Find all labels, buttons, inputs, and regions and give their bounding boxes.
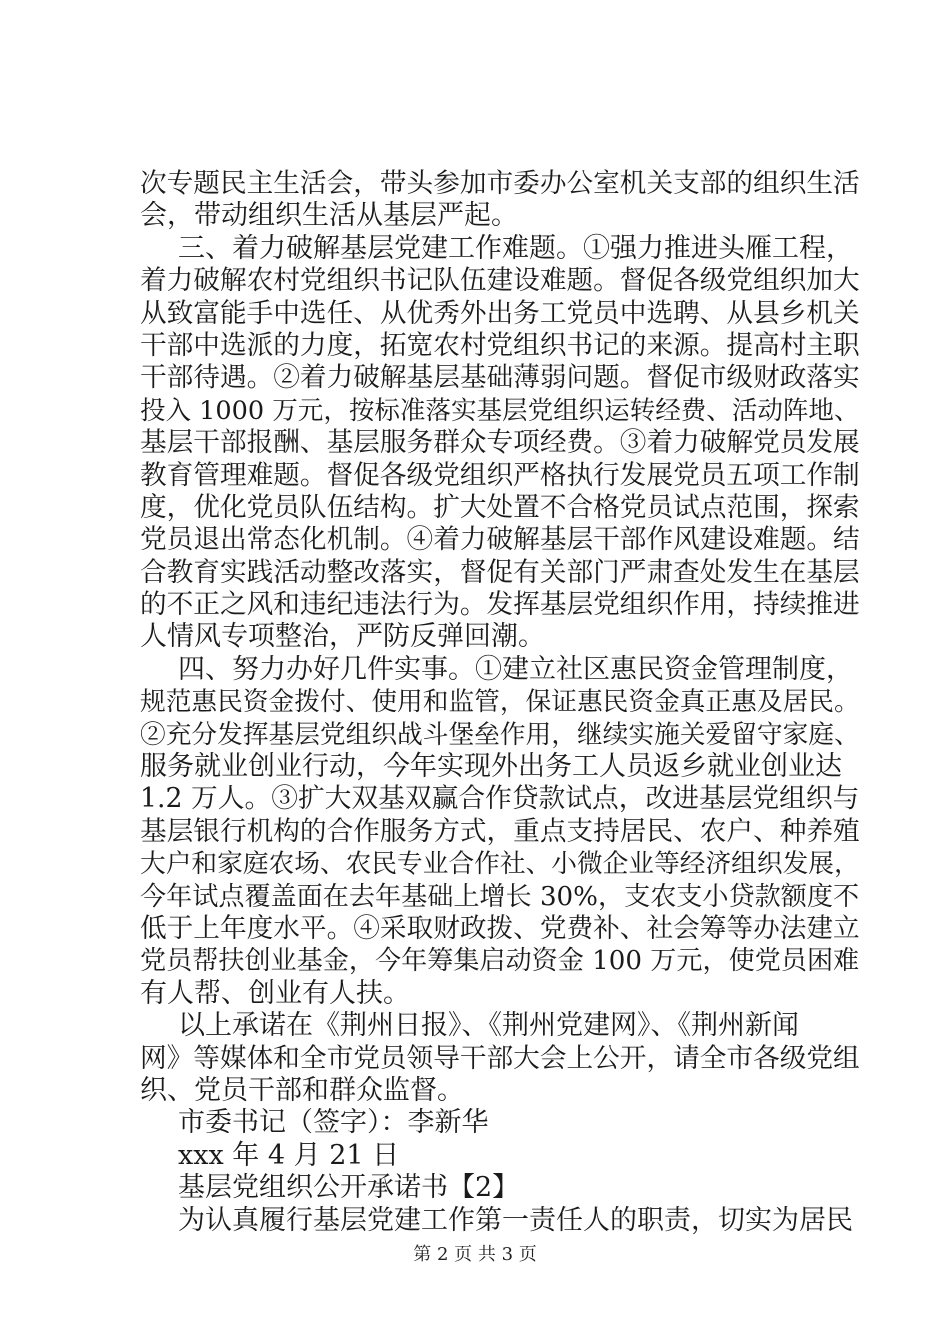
text-line: 有人帮、创业有人扶。 <box>140 977 410 1009</box>
text-line: 织、党员干部和群众监督。 <box>140 1074 464 1106</box>
text-line: 党员退出常态化机制。④着力破解基层干部作风建设难题。结 <box>140 524 860 556</box>
text-line: 投入 1000 万元，按标准落实基层党组织运转经费、活动阵地、 <box>140 395 860 426</box>
document-body <box>140 168 860 1237</box>
text-line: 干部中选派的力度，拓宽农村党组织书记的来源。提高村主职 <box>140 329 860 361</box>
text-line: 为认真履行基层党建工作第一责任人的职责，切实为居民 <box>178 1204 853 1236</box>
disclosure-paragraph-line: 以上承诺在《荆州日报》、《荆州党建网》、《荆州新闻 <box>178 1010 799 1042</box>
text-line: 人情风专项整治，严防反弹回潮。 <box>140 621 545 653</box>
text-line: 合教育实践活动整改落实，督促有关部门严肃查处发生在基层 <box>140 556 860 588</box>
page-number-footer: 第 2 页 共 3 页 <box>413 1244 537 1265</box>
text-line: 次专题民主生活会，带头参加市委办公室机关支部的组织生活 <box>140 168 860 199</box>
text-line: 网》等媒体和全市党员领导干部大会上公开，请全市各级党组 <box>140 1042 860 1074</box>
text-line: 着力破解农村党组织书记队伍建设难题。督促各级党组织加大 <box>140 265 860 297</box>
text-line: 从致富能手中选任、从优秀外出务工党员中选聘、从县乡机关 <box>140 297 860 329</box>
section-three-heading-line: 三、着力破解基层党建工作难题。①强力推进头雁工程， <box>178 232 853 264</box>
text-line: 1.2 万人。③扩大双基双赢合作贷款试点，改进基层党组织与 <box>140 783 860 815</box>
text-line: ②充分发挥基层党组织战斗堡垒作用，继续实施关爱留守家庭、 <box>140 719 860 750</box>
text-line: 今年试点覆盖面在去年基础上增长 30%，支农支小贷款额度不 <box>140 881 860 912</box>
text-line: 会，带动组织生活从基层严起。 <box>140 200 518 232</box>
date-line: xxx 年 4 月 21 日 <box>178 1139 400 1171</box>
text-line: 度，优化党员队伍结构。扩大处置不合格党员试点范围，探索 <box>140 491 860 523</box>
next-document-title: 基层党组织公开承诺书【2】 <box>178 1172 520 1204</box>
text-line: 低于上年度水平。④采取财政拨、党费补、社会筹等办法建立 <box>140 912 860 944</box>
text-line: 大户和家庭农场、农民专业合作社、小微企业等经济组织发展， <box>140 849 860 880</box>
signature-line: 市委书记（签字）：李新华 <box>178 1107 489 1139</box>
text-line: 教育管理难题。督促各级党组织严格执行发展党员五项工作制 <box>140 459 860 491</box>
text-line: 的不正之风和违纪违法行为。发挥基层党组织作用，持续推进 <box>140 589 860 621</box>
text-line: 干部待遇。②着力破解基层基础薄弱问题。督促市级财政落实 <box>140 362 860 394</box>
text-line: 服务就业创业行动，今年实现外出务工人员返乡就业创业达 <box>140 751 842 783</box>
text-line: 规范惠民资金拨付、使用和监管，保证惠民资金真正惠及居民。 <box>140 687 860 718</box>
text-line: 党员帮扶创业基金，今年筹集启动资金 100 万元，使党员困难 <box>140 946 860 977</box>
section-four-heading-line: 四、努力办好几件实事。①建立社区惠民资金管理制度， <box>178 653 853 685</box>
text-line: 基层银行机构的合作服务方式，重点支持居民、农户、种养殖 <box>140 815 860 847</box>
text-line: 基层干部报酬、基层服务群众专项经费。③着力破解党员发展 <box>140 427 860 459</box>
